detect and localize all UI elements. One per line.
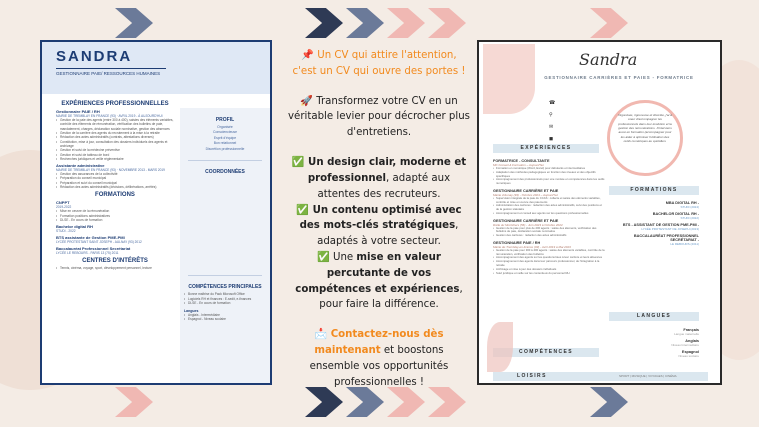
formation-school: LYCÉE PROTESTANT DE JOSEPH (2013) <box>641 227 699 231</box>
formation-meta: 2019-2022 <box>56 205 72 210</box>
cv-name: Sandra <box>579 50 638 69</box>
list-item: • Gestion de la carrière des agents du recrutement à la mise à la retraite <box>56 131 174 135</box>
languages-title: Langues <box>184 309 199 314</box>
pitch-cta <box>288 327 470 390</box>
list-item: Organisée <box>217 125 233 129</box>
chevron-arrow-icon <box>115 387 153 417</box>
pitch-text <box>288 48 470 388</box>
list-item: • DLSE - En cours de formation <box>56 218 174 222</box>
list-item: • Gestion et suivi de tableau de bord <box>56 153 174 157</box>
language-name: Français <box>683 328 699 332</box>
cv-sidebar <box>180 108 270 383</box>
section-title-experiences: EXPÉRIENCES <box>493 144 599 153</box>
formation-title: CNPPT <box>56 200 70 206</box>
formation-title: MBA DIGITAL RH - <box>665 201 699 205</box>
chevron-decoration-top <box>305 8 466 38</box>
list-item: • Administration des carrières : rédaction des actes administratifs, suivi des positions et de la gestion statutaire <box>493 204 605 212</box>
cv-main-column <box>42 94 180 383</box>
chevron-arrow-icon <box>346 8 384 38</box>
pitch-cta-text: et boostons ensemble vos opportunités professionnelles ! <box>309 345 449 388</box>
section-title-skills: COMPÉTENCES <box>493 348 599 357</box>
phone-icon: ☎ <box>549 100 556 106</box>
list-item: • Accompagnement des professionnels pour une montée en compétences dans les outils numériques <box>493 178 605 186</box>
formation-title: Baccalauréat Professionnel Secrétariat <box>56 246 131 252</box>
section-title-languages: LANGUES <box>609 312 699 321</box>
pitch-point-bold: ✅ Un contenu optimisé avec des mots-clés stratégiques <box>296 204 462 232</box>
formation-school: STUDI (2022) <box>680 216 699 220</box>
chevron-arrow-icon <box>305 8 343 38</box>
job-title: Gestionnaire PAIE / RH <box>56 109 100 114</box>
email-icon: ✉ <box>549 124 554 130</box>
formation-title: BACCALAURÉAT PROFESSIONNEL SECRÉTARIAT - <box>633 234 699 242</box>
formation-meta: STUDI - 2022 <box>56 229 76 234</box>
pitch-point-text: , pour faire la différence. <box>319 283 463 311</box>
experience-meta: MC Conseil & Formation – Aujourd'hui <box>493 163 544 167</box>
list-item: • Recherches juridiques et veille réglementaire <box>56 157 174 161</box>
list-item: • Gestion des assurances de la collectivité <box>56 172 174 176</box>
formation-meta: LYCÉE PROTESTANT SAINT JOSEPH - AULNAY (93) 2012 <box>56 240 142 245</box>
chevron-arrow-icon <box>387 8 425 38</box>
list-item: • Gestion de la paie des agents (entre 300 à 400), saisies des éléments variables, contrôle des éléments de rémunération, vérification des bulletins de paie, mandatement, charges, déclaration sociale nominative, gestion des absences <box>56 118 174 131</box>
chevron-decoration-top-left <box>115 8 153 38</box>
profile-quote-circle <box>607 100 683 176</box>
pitch-headline: 📌 Un CV qui attire l'attention, c'est un CV qui ouvre des portes ! <box>292 50 466 77</box>
section-title-formations: FORMATIONS <box>609 186 699 195</box>
divider <box>188 160 262 161</box>
cv-subtitle: GESTIONNAIRE PAIE/ RESSOURCES HUMAINES <box>56 68 166 77</box>
list-item: • Archivage et mise à jour des dossiers individuels <box>493 268 605 272</box>
list-item: Consciencieuse <box>213 130 237 135</box>
cv-sample-after <box>477 40 722 385</box>
list-item: • Suivi juridique et veille sur les contentieux du personnel RH <box>493 272 605 276</box>
list-item: • Espagnol - Niveau scolaire <box>184 317 266 321</box>
pitch-point-text: , adaptés à votre secteur. <box>317 220 459 248</box>
chevron-arrow-icon <box>305 387 343 417</box>
experience-title: FORMATRICE - CONSULTANTE <box>493 159 550 163</box>
list-item: • DLSE - En cours de formation <box>184 301 266 305</box>
list-item: • Gestion et suivi de la médecine préventive <box>56 148 174 152</box>
chevron-decoration-bottom-left <box>115 387 153 417</box>
list-item: • Accompagnement des agents dans leur parcours professionnel, de l'intégration à la retraite <box>493 260 605 268</box>
list-item: Bon relationnel <box>213 141 237 146</box>
formation-school: STUDI (2024) <box>680 205 699 209</box>
language-level: Niveau Intermédiaire <box>671 343 699 347</box>
chevron-arrow-icon <box>590 8 628 38</box>
formation-title: Bachelor digital RH <box>56 224 93 230</box>
list-item: • Bonne maîtrise du Pack Microsoft Office <box>184 292 266 296</box>
cv-sample-before <box>40 40 272 385</box>
list-item: Esprit d'équipe <box>213 135 237 140</box>
section-title-experience: EXPÉRIENCES PROFESSIONNELLES <box>61 101 169 107</box>
list-item: • Anglais - Intermédiaire <box>184 313 266 317</box>
photo-placeholder <box>483 44 535 114</box>
list-item: • Rédaction des actes administratifs (contrats, attestations diverses) <box>56 135 174 139</box>
experience-meta: Mairie d'Aunay (93) - Octobre 2024 – Aujourd'hui <box>493 192 558 197</box>
list-item: • Formation en numérique (Word, Excel) pour débutants et intermédiaires <box>493 167 605 171</box>
section-title-leisure: LOISIRS <box>493 372 708 381</box>
cv-title: GESTIONNAIRE CARRIÈRES ET PAIES - FORMATRICE <box>544 75 694 80</box>
job-meta: MAIRIE DE TREMBLAY EN FRANCE (93) · AVRIL 2019 - À AUJOURD'HUI <box>56 114 163 118</box>
cv-header <box>42 42 270 94</box>
car-icon: ◼ <box>549 136 554 142</box>
experience-title: GESTIONNAIRE CARRIÈRE ET PAIE <box>493 218 559 223</box>
leaf-decoration <box>487 322 513 372</box>
pitch-intro: 🚀 Transformez votre CV en un véritable levier pour décrocher plus d'entretiens. <box>288 95 470 139</box>
chevron-arrow-icon <box>590 387 628 417</box>
list-item: • Adaptation des méthodes pédagogiques en fonction des niveaux et des objectifs spécifiques <box>493 171 605 179</box>
language-name: Espagnol <box>681 350 699 354</box>
profile-list <box>184 125 266 152</box>
list-item: Discrétion professionnelle <box>205 146 245 151</box>
experience-meta: Mairie de Tremblay-en-France (93) - Avril 2019 à Mai 2023 <box>493 244 571 249</box>
list-item: • Accompagnement des agents sur les questions liées à leur carrière et leurs absences <box>493 256 605 260</box>
section-title-interests: CENTRES D'INTÉRÊTS <box>82 258 148 265</box>
list-item: • Gestion de la paie pour 300 à 400 agents : saisie des éléments variables, contrôle de la rémunération, vérification des bulletins <box>493 249 605 257</box>
job-bullets <box>56 172 174 189</box>
list-item: • Supervision intégrale de la paie du CCAS : collecte et saisie des éléments variables, contrôle et mise en œuvre des paiements <box>493 197 605 205</box>
list-item: • Constitution, mise à jour, consultation des dossiers individuels des agents et archivage <box>56 140 174 149</box>
section-title-profile: PROFIL <box>215 117 235 123</box>
list-item: • Gestion des carrières : rédaction des actes administratifs <box>493 234 605 238</box>
list-item: • Mise en oeuvre de la rémunération <box>56 209 174 213</box>
pitch-point-highlight <box>288 250 470 313</box>
skills-list <box>184 292 266 305</box>
language-level: Langue maternelle <box>674 332 699 336</box>
pitch-point-bold: mise en valeur percutante de vos compétences et expériences <box>295 251 460 295</box>
divider <box>188 275 262 276</box>
formations-list <box>609 198 699 246</box>
experience-title: GESTIONNAIRE PAIE / RH <box>493 240 541 245</box>
contact-icons <box>549 100 555 142</box>
experiences-list <box>493 156 605 275</box>
chevron-arrow-icon <box>115 8 153 38</box>
chevron-arrow-icon <box>428 387 466 417</box>
job-meta: MAIRIE DE TREMBLAY EN FRANCE (93) · NOVEMBRE 2013 - MARS 2019 <box>56 168 165 173</box>
formation-school: LE REBOURS (2011) <box>670 242 699 246</box>
experience-meta: Drêle du Montchers (56) - Juin 2023 à Octobre 2024 <box>493 222 563 227</box>
experience-title: GESTIONNAIRE CARRIÈRE ET PAIE <box>493 188 559 193</box>
pitch-point-text: ✅ Une <box>317 251 357 263</box>
languages-list <box>184 313 266 322</box>
list-item: • Accompagnement et conseil aux agents sur les questions professionnelles <box>493 212 605 216</box>
job-title: Assistante administrative <box>56 163 105 169</box>
formation-bullets <box>56 209 174 222</box>
list-item: • Formation positions administratives <box>56 214 174 218</box>
formation-title: BTS - ASSISTANT DE GESTION PME-PMI - <box>622 223 699 227</box>
formation-title: BTS assistante de Gestion PME-PMI <box>56 235 125 241</box>
cv-name: SANDRA <box>56 48 133 65</box>
section-title-contact: COORDONNÉES <box>205 169 245 176</box>
pitch-point-design <box>288 155 470 202</box>
job-bullets <box>56 118 174 161</box>
list-item: • Tennis, cinéma, voyage, sport, développement personnel, lecture <box>56 266 174 270</box>
languages-list <box>609 325 699 358</box>
chevron-arrow-icon <box>428 8 466 38</box>
profile-quote: Organisée, rigoureuse et discrète, j'ai à cœur d'accompagner les professionnels dans leur évolution et la gestion des rémunérations. J'interviens aussi en formation (accompagner pour les aider à optimiser l'utilisation des outils numériques au quotidien. <box>618 113 672 143</box>
list-item: • Préparation du conseil municipal <box>56 176 174 180</box>
pitch-point-content <box>288 203 470 250</box>
leisure-list: SPORT | MUSIQUE | VOYAGES | CINÉMA <box>619 374 677 378</box>
language-name: Anglais <box>685 339 699 343</box>
location-icon: ⚲ <box>549 112 553 118</box>
formation-meta: LYCÉE LE REBOURS - PARIS 13 (75) 2011 <box>56 251 119 256</box>
section-title-formations: FORMATIONS <box>95 192 135 199</box>
pitch-point-text: , adapté aux attentes des recruteurs. <box>317 172 451 200</box>
chevron-decoration-bottom-right <box>590 387 628 417</box>
list-item: • Gestion de la paie pour plus de 200 agents : saisie des éléments, vérification des bulletins de paie, déclaration sociale nominative <box>493 227 605 235</box>
chevron-arrow-icon <box>387 387 425 417</box>
chevron-decoration-bottom <box>305 387 466 417</box>
formation-title: BACHELOR DIGITAL RH - <box>652 212 699 216</box>
chevron-arrow-icon <box>346 387 384 417</box>
pitch-cta-bold: 📩 Contactez-nous dès maintenant <box>314 329 444 356</box>
section-title-skills: COMPÉTENCES PRINCIPALES <box>188 284 262 291</box>
language-level: Niveau scolaire <box>678 354 699 358</box>
chevron-decoration-top-right <box>590 8 628 38</box>
interests-list <box>56 266 174 270</box>
pitch-point-bold: ✅ Un design clair, moderne et professionnel <box>291 157 467 184</box>
list-item: • Rédaction des actes administratifs (décisions, délibérations, arrêtés) <box>56 185 174 189</box>
list-item: • Logiciels RH et finances : E-sedit, e-finances <box>184 297 266 301</box>
list-item: • Préparation et suivi du conseil municipal <box>56 181 174 185</box>
